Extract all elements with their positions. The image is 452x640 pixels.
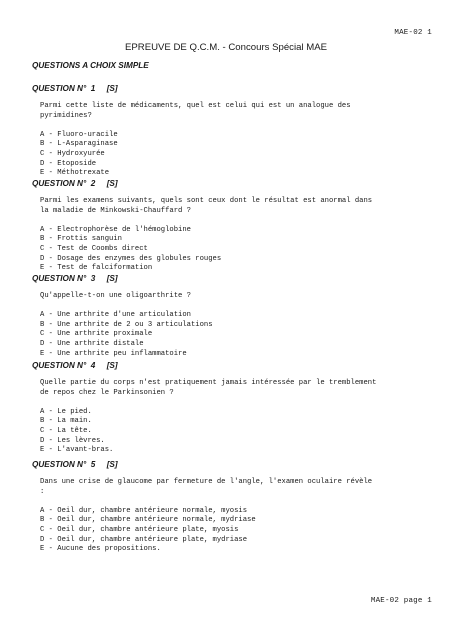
answer-option: C - La tête. — [40, 426, 92, 435]
answer-option: B - Frottis sanguin — [40, 235, 122, 244]
answer-option: D - Oeil dur, chambre antérieure plate, mydriase — [40, 535, 248, 544]
answer-option: C - Une arthrite proximale — [40, 330, 153, 339]
answer-option: B - L-Asparaginase — [40, 140, 118, 149]
question-text-line: : — [40, 487, 45, 496]
answer-option: B - Une arthrite de 2 ou 3 articulations — [40, 320, 213, 329]
question-text-line: Dans une crise de glaucome par fermeture de l'angle, l'examen oculaire révèle — [40, 478, 373, 486]
question-text-line: Quelle partie du corps n'est pratiquement jamais intéressée par le tremblement — [40, 379, 377, 387]
question-heading: QUESTION N° 5 [S] — [32, 460, 118, 469]
section-title: QUESTIONS A CHOIX SIMPLE — [32, 61, 149, 70]
question-heading: QUESTION N° 2 [S] — [32, 179, 118, 188]
answer-option: A - Oeil dur, chambre antérieure normale, myosis — [40, 506, 248, 515]
answer-option: C - Oeil dur, chambre antérieure plate, myosis — [40, 525, 239, 534]
question-block — [32, 179, 432, 274]
question-text-line: Parmi les examens suivants, quels sont ceux dont le résultat est anormal dans — [40, 197, 373, 205]
answer-option: D - Etoposide — [40, 159, 97, 168]
question-block — [32, 361, 432, 456]
answer-option: E - Aucune des propositions. — [40, 545, 161, 554]
answer-option: E - L'avant-bras. — [40, 446, 114, 455]
question-text-line: Qu'appelle-t-on une oligoarthrite ? — [40, 292, 191, 300]
answer-option: B - Oeil dur, chambre antérieure normale, mydriase — [40, 516, 256, 525]
question-text-line: Parmi cette liste de médicaments, quel est celui qui est un analogue des — [40, 102, 351, 110]
question-heading: QUESTION N° 3 [S] — [32, 274, 118, 283]
question-block — [32, 274, 432, 359]
question-heading: QUESTION N° 1 [S] — [32, 84, 118, 93]
question-block — [32, 84, 432, 179]
question-text-line: la maladie de Minkowski-Chauffard ? — [40, 206, 191, 215]
answer-option: E - Test de falciformation — [40, 264, 153, 273]
answer-option: D - Dosage des enzymes des globules rouges — [40, 254, 222, 263]
answer-option: A - Une arthrite d'une articulation — [40, 311, 191, 320]
footer-page-reference: MAE-02 page 1 — [370, 597, 432, 605]
question-block — [32, 460, 432, 555]
answer-option: B - La main. — [40, 417, 92, 426]
answer-option: A - Le pied. — [40, 407, 92, 416]
answer-option: C - Test de Coombs direct — [40, 244, 148, 253]
answer-option: E - Une arthrite peu inflammatoire — [40, 349, 187, 358]
answer-option: A - Fluoro-uracile — [40, 130, 118, 139]
answer-option: D - Les lèvres. — [40, 436, 105, 445]
answer-option: C - Hydroxyurée — [40, 149, 105, 158]
answer-option: A - Electrophorèse de l'hémoglobine — [40, 225, 191, 234]
answer-option: E - Méthotrexate — [40, 169, 110, 178]
question-heading: QUESTION N° 4 [S] — [32, 361, 118, 370]
question-text-line: de repos chez le Parkinsonien ? — [40, 388, 174, 397]
answer-option: D - Une arthrite distale — [40, 339, 144, 348]
header-reference: MAE-02 1 — [394, 29, 432, 37]
document-title: EPREUVE DE Q.C.M. - Concours Spécial MAE — [124, 42, 328, 53]
question-text-line: pyrimidines? — [40, 111, 92, 120]
